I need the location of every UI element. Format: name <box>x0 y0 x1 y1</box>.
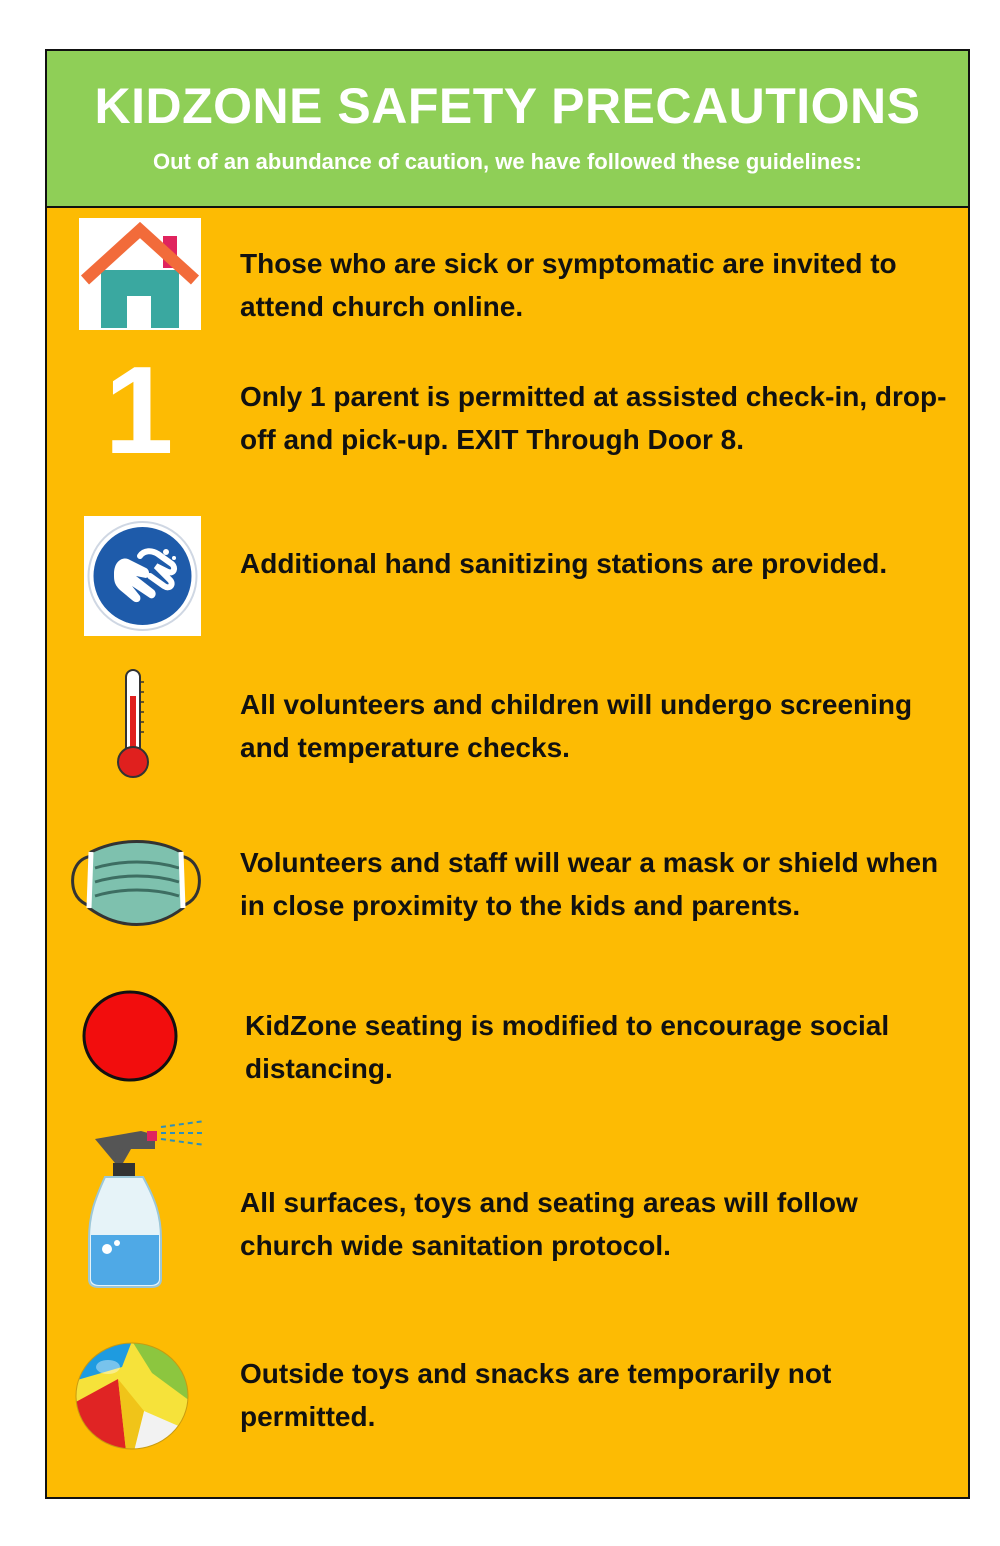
poster-title: KIDZONE SAFETY PRECAUTIONS <box>94 78 921 134</box>
house-icon <box>79 218 201 330</box>
number-one-glyph: 1 <box>104 342 174 480</box>
item-text: Only 1 parent is permitted at assisted check-in, drop-off and pick-up. EXIT Through Door 8. <box>240 381 947 455</box>
item-text: KidZone seating is modified to encourage social distancing. <box>245 1010 890 1084</box>
safety-poster <box>45 49 970 1499</box>
item-text: All volunteers and children will undergo screening and temperature checks. <box>240 689 913 763</box>
item-text: All surfaces, toys and seating areas will follow church wide sanitation protocol. <box>240 1187 858 1261</box>
item-text: Volunteers and staff will wear a mask or shield when in close proximity to the kids and parents. <box>240 847 939 921</box>
item-text: Outside toys and snacks are temporarily not permitted. <box>240 1358 832 1432</box>
red-circle-icon <box>81 989 179 1083</box>
poster-header <box>47 51 968 208</box>
hand-washing-icon <box>84 516 201 636</box>
item-text: Additional hand sanitizing stations are provided. <box>240 548 888 579</box>
item-text: Those who are sick or symptomatic are invited to attend church online. <box>240 248 897 322</box>
beach-ball-icon <box>74 1341 190 1451</box>
face-mask-icon <box>69 826 204 936</box>
poster-subtitle: Out of an abundance of caution, we have followed these guidelines: <box>153 149 862 174</box>
spray-bottle-icon <box>75 1119 210 1289</box>
thermometer-icon <box>113 666 153 781</box>
number-one-icon <box>99 342 179 480</box>
